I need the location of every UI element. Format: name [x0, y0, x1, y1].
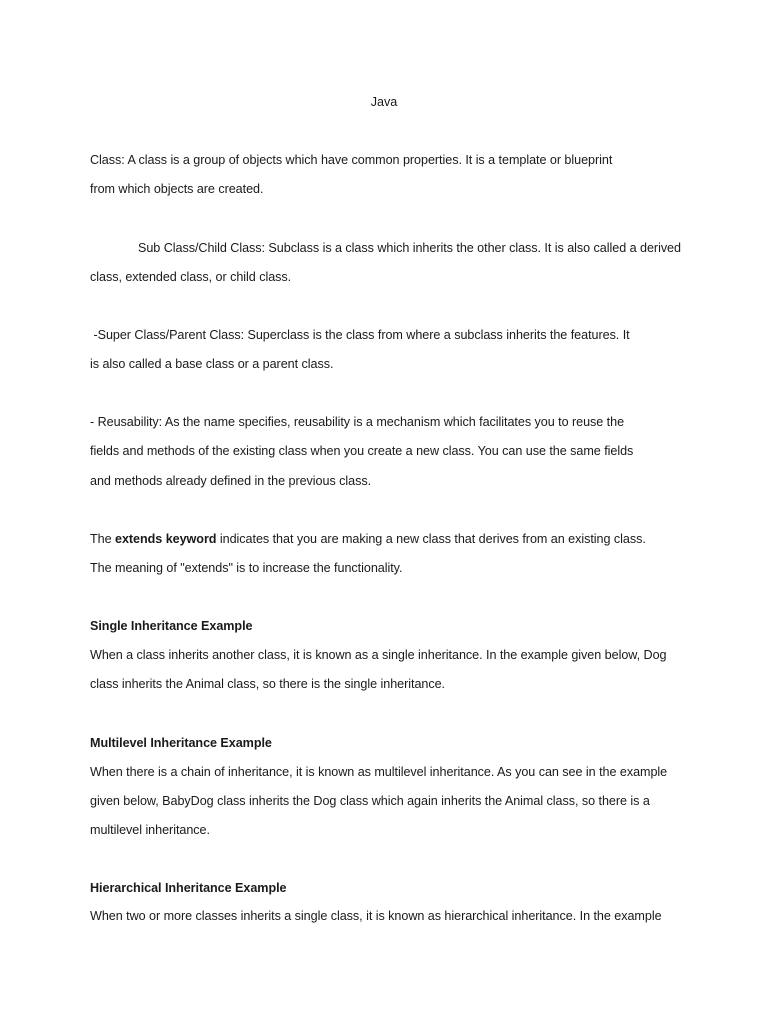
extends-paragraph-line-2: The meaning of "extends" is to increase the functionality. — [90, 561, 403, 575]
extends-keyword: extends keyword — [115, 532, 217, 546]
class-definition-line-2: from which objects are created. — [90, 182, 264, 196]
extends-paragraph-line-1 — [90, 531, 646, 547]
class-definition-line-1: Class: A class is a group of objects which have common properties. It is a template or blueprint — [90, 153, 613, 167]
reusability-line-1: - Reusability: As the name specifies, reusability is a mechanism which facilitates you to reuse the — [90, 415, 625, 429]
multilevel-inheritance-line-2: given below, BabyDog class inherits the Dog class which again inherits the Animal class, so there is a — [90, 794, 650, 808]
document-title: Java — [370, 95, 398, 109]
subclass-definition-line-2: class, extended class, or child class. — [90, 270, 292, 284]
multilevel-inheritance-line-1: When there is a chain of inheritance, it is known as multilevel inheritance. As you can see in the example — [90, 765, 668, 779]
reusability-line-2: fields and methods of the existing class when you create a new class. You can use the same fields — [90, 444, 634, 458]
single-inheritance-line-1: When a class inherits another class, it is known as a single inheritance. In the example given below, Dog — [90, 648, 667, 662]
superclass-definition-line-2: is also called a base class or a parent class. — [90, 357, 334, 371]
extends-prefix: The — [90, 532, 115, 546]
single-inheritance-heading: Single Inheritance Example — [90, 619, 253, 633]
reusability-line-3: and methods already defined in the previous class. — [90, 474, 372, 488]
extends-suffix: indicates that you are making a new class that derives from an existing class. — [216, 532, 646, 546]
hierarchical-inheritance-line-1: When two or more classes inherits a single class, it is known as hierarchical inheritance. In the example — [90, 909, 662, 923]
hierarchical-inheritance-heading: Hierarchical Inheritance Example — [90, 881, 287, 895]
single-inheritance-line-2: class inherits the Animal class, so there is the single inheritance. — [90, 677, 445, 691]
multilevel-inheritance-heading: Multilevel Inheritance Example — [90, 736, 272, 750]
superclass-definition-line-1: -Super Class/Parent Class: Superclass is the class from where a subclass inherits the features. It — [90, 328, 630, 342]
subclass-definition-line-1: Sub Class/Child Class: Subclass is a class which inherits the other class. It is also called a derived — [138, 241, 681, 255]
multilevel-inheritance-line-3: multilevel inheritance. — [90, 823, 210, 837]
